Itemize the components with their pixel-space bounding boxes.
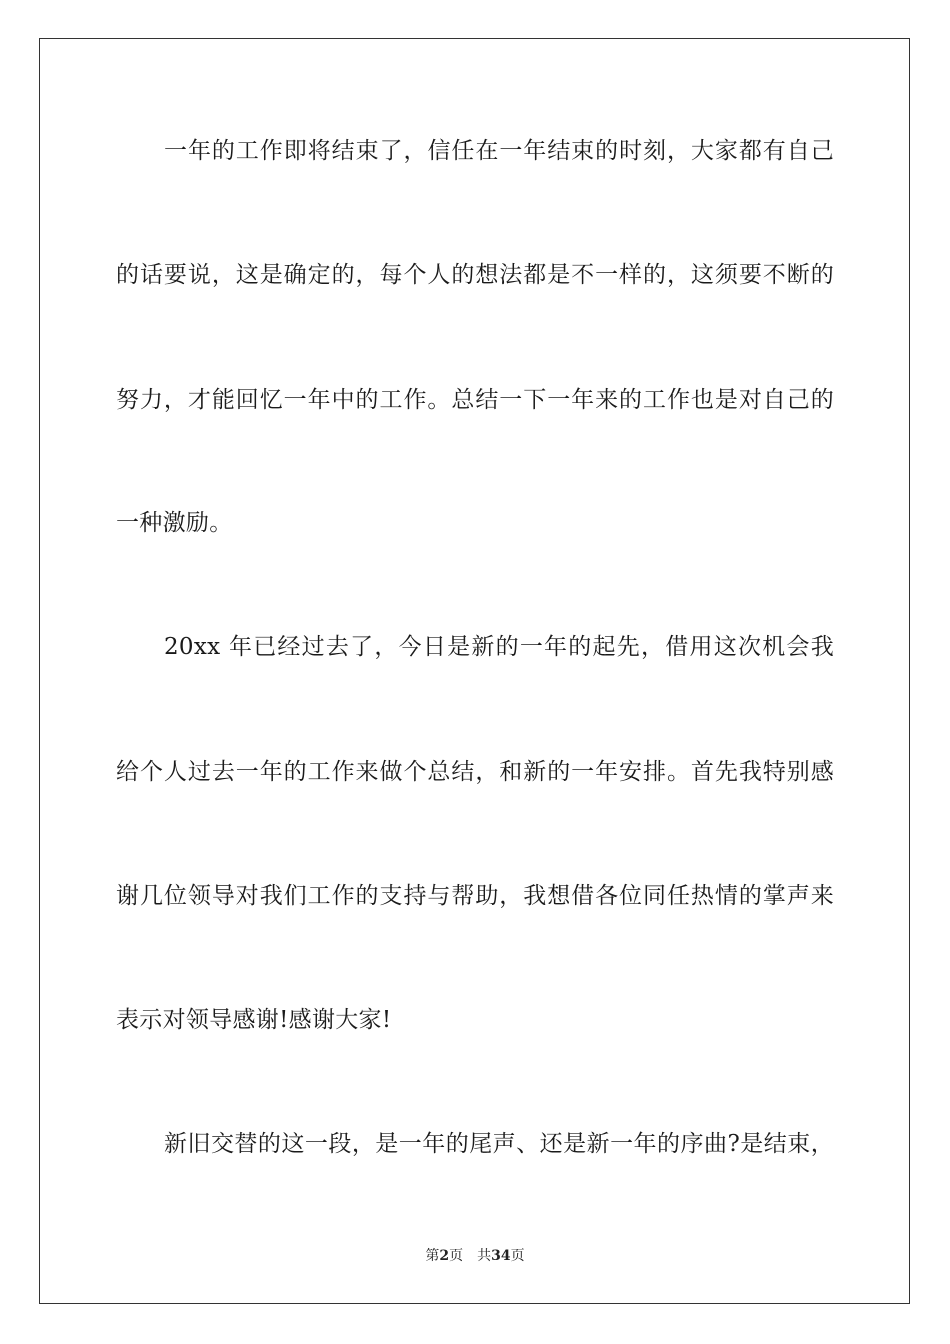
paragraph-line: 给个人过去一年的工作来做个总结，和新的一年安排。首先我特别感 xyxy=(116,759,834,785)
paragraph-line: 谢几位领导对我们工作的支持与帮助，我想借各位同任热情的掌声来 xyxy=(116,883,834,909)
page-border xyxy=(39,38,910,1304)
paragraph-line: 20xx 年已经过去了，今日是新的一年的起先，借用这次机会我 xyxy=(164,634,834,660)
paragraph-line: 一年的工作即将结束了，信任在一年结束的时刻，大家都有自己 xyxy=(164,138,834,164)
page-footer xyxy=(0,1246,950,1266)
page-prefix: 第 xyxy=(425,1248,440,1264)
paragraph-line: 努力，才能回忆一年中的工作。总结一下一年来的工作也是对自己的 xyxy=(116,387,834,413)
page-suffix: 页 xyxy=(449,1248,464,1264)
total-suffix: 页 xyxy=(510,1248,525,1264)
paragraph-line: 一种激励。 xyxy=(116,510,233,536)
paragraph-line: 新旧交替的这一段，是一年的尾声、还是新一年的序曲?是结束， xyxy=(164,1131,834,1157)
total-pages: 34 xyxy=(491,1248,511,1264)
paragraph-line: 表示对领导感谢!感谢大家! xyxy=(116,1007,392,1033)
paragraph-line: 的话要说，这是确定的，每个人的想法都是不一样的，这须要不断的 xyxy=(116,262,834,288)
page-number: 2 xyxy=(439,1248,450,1264)
total-prefix: 共 xyxy=(477,1248,492,1264)
